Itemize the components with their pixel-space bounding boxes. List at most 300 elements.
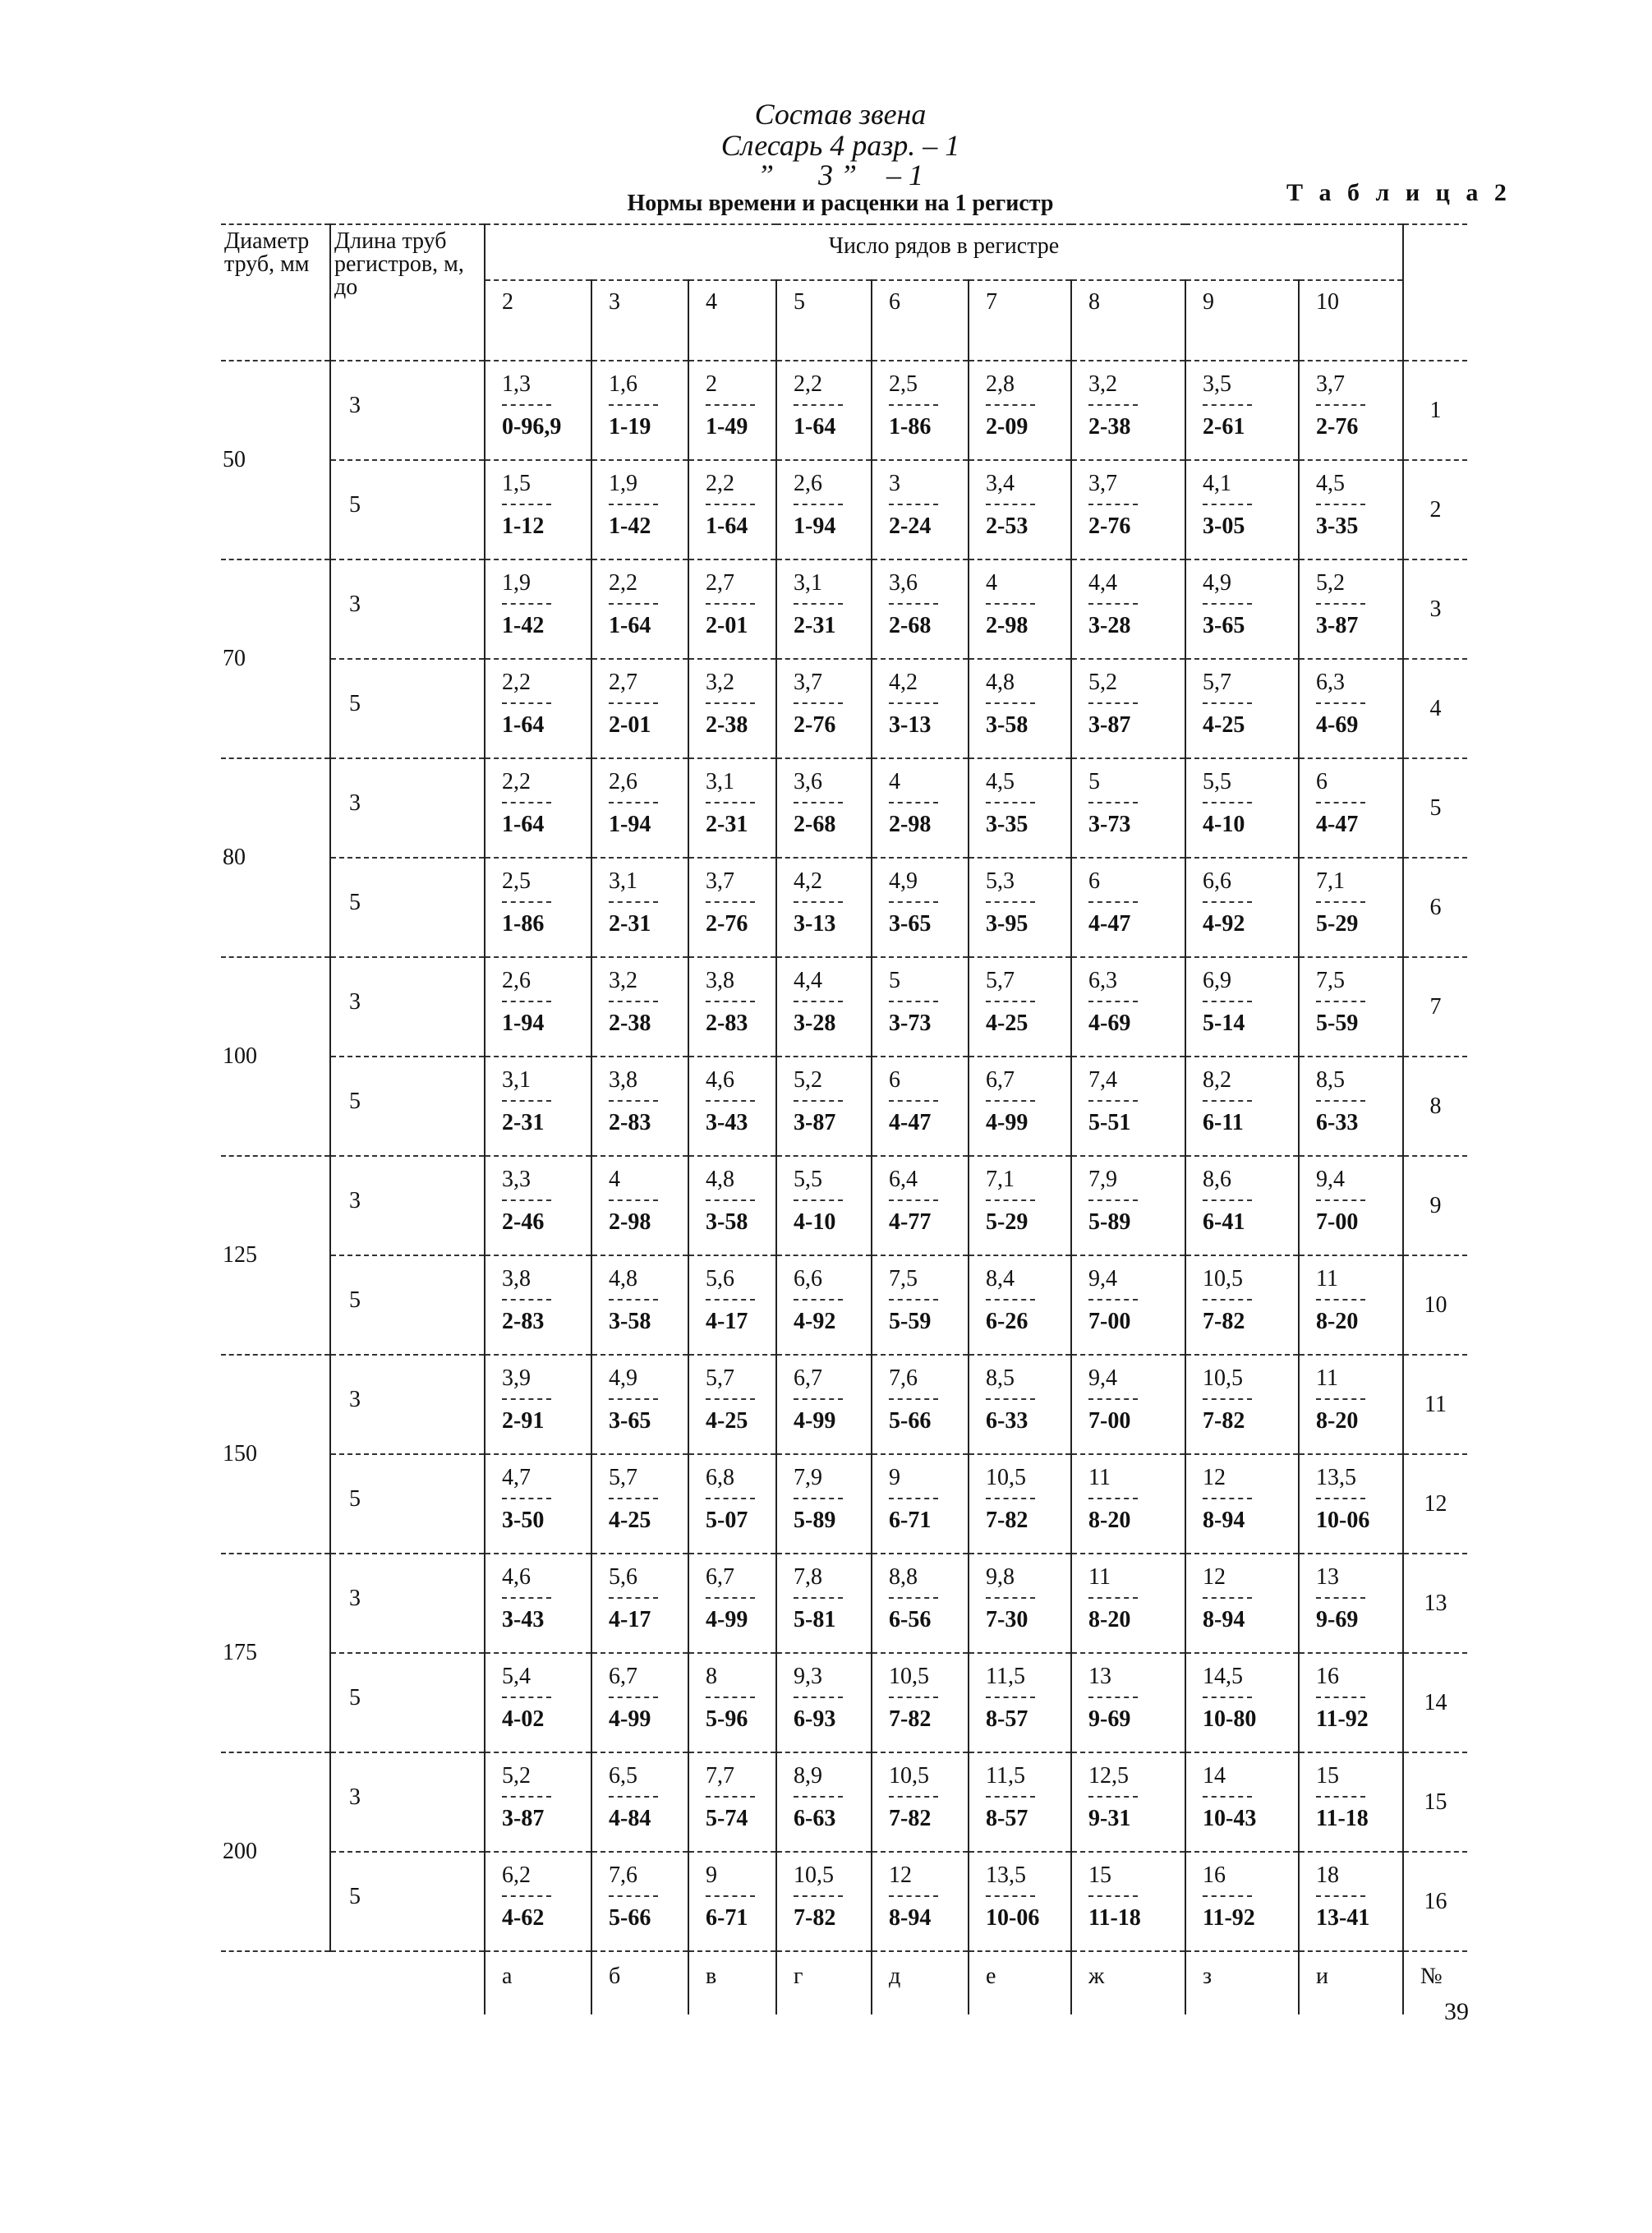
time-norm: 5,6 (609, 1564, 637, 1590)
fraction-bar (1316, 1199, 1365, 1201)
price-rate: 2-98 (609, 1209, 651, 1235)
fraction-bar (889, 404, 938, 406)
row-number: 8 (1403, 1057, 1467, 1156)
price-rate: 6-33 (1316, 1110, 1359, 1135)
norm-price-cell (688, 659, 776, 758)
norm-price-cell (688, 1355, 776, 1454)
fraction-bar (502, 1199, 551, 1201)
time-norm: 4,6 (706, 1067, 734, 1093)
fraction-bar (1088, 404, 1138, 406)
price-rate: 6-41 (1203, 1209, 1245, 1235)
length-cell: 5 (330, 1255, 485, 1355)
time-norm: 5,2 (1088, 670, 1117, 695)
fraction-bar (609, 1498, 658, 1499)
diameter-header: Диаметр труб, мм (221, 224, 330, 361)
norm-price-cell (485, 1355, 591, 1454)
time-norm: 14 (1203, 1763, 1226, 1789)
time-norm: 4,6 (502, 1564, 531, 1590)
price-rate: 2-76 (794, 712, 836, 738)
price-rate: 1-64 (706, 513, 748, 539)
norm-price-cell (1185, 1653, 1299, 1752)
fraction-bar (986, 1398, 1035, 1400)
fraction-bar (889, 1697, 938, 1698)
price-rate: 11-92 (1316, 1706, 1369, 1732)
norm-price-cell (1071, 957, 1185, 1057)
table-label: Т а б л и ц а 2 (1286, 179, 1512, 206)
norm-price-cell (1299, 1653, 1403, 1752)
norm-price-cell (776, 1554, 872, 1653)
norm-price-cell (591, 758, 688, 858)
norm-price-cell (872, 858, 969, 957)
time-norm: 12 (1203, 1564, 1226, 1590)
time-norm: 3,8 (609, 1067, 637, 1093)
time-norm: 9,4 (1088, 1266, 1117, 1291)
price-rate: 3-73 (889, 1011, 932, 1036)
diameter-cell: 175 (221, 1554, 330, 1752)
fraction-bar (889, 1001, 938, 1002)
time-norm: 2,2 (502, 670, 531, 695)
price-rate: 3-50 (502, 1508, 545, 1533)
norm-price-cell (1299, 1554, 1403, 1653)
norm-price-cell (872, 659, 969, 758)
fraction-bar (502, 1100, 551, 1102)
time-norm: 4,2 (794, 868, 822, 894)
fraction-bar (609, 1199, 658, 1201)
fraction-bar (889, 1199, 938, 1201)
price-rate: 4-10 (1203, 812, 1245, 837)
norm-price-cell (1299, 957, 1403, 1057)
fraction-bar (986, 1001, 1035, 1002)
price-rate: 4-92 (1203, 911, 1245, 937)
column-letter: д (872, 1951, 969, 2014)
fraction-bar (1203, 1895, 1252, 1897)
row-number: 12 (1403, 1454, 1467, 1554)
time-norm: 4,2 (889, 670, 918, 695)
norm-price-cell (969, 1454, 1071, 1554)
price-rate: 5-89 (1088, 1209, 1131, 1235)
price-rate: 10-06 (1316, 1508, 1370, 1533)
row-number: 4 (1403, 659, 1467, 758)
row-number: 11 (1403, 1355, 1467, 1454)
price-rate: 3-43 (502, 1607, 545, 1632)
fraction-bar (609, 1697, 658, 1698)
time-norm: 2,5 (889, 371, 918, 397)
fraction-bar (986, 802, 1035, 803)
fraction-bar (1316, 1299, 1365, 1301)
norm-price-cell (872, 361, 969, 460)
column-letter: и (1299, 1951, 1403, 2014)
time-norm: 3,7 (794, 670, 822, 695)
fraction-bar (986, 603, 1035, 605)
norm-price-cell (776, 659, 872, 758)
length-cell: 5 (330, 1454, 485, 1554)
time-norm: 3,3 (502, 1167, 531, 1192)
norm-price-cell (969, 659, 1071, 758)
length-cell: 3 (330, 758, 485, 858)
price-rate: 9-69 (1316, 1607, 1359, 1632)
page-number: 39 (1444, 1998, 1469, 2025)
norm-price-cell (776, 559, 872, 659)
fraction-bar (502, 1299, 551, 1301)
norm-price-cell (485, 659, 591, 758)
time-norm: 6,2 (502, 1862, 531, 1888)
price-rate: 9-31 (1088, 1806, 1131, 1831)
norm-price-cell (776, 1454, 872, 1554)
fraction-bar (1088, 802, 1138, 803)
norm-price-cell (969, 957, 1071, 1057)
price-rate: 1-94 (609, 812, 651, 837)
norm-price-cell (776, 1255, 872, 1355)
price-rate: 4-99 (986, 1110, 1028, 1135)
time-norm: 6 (1088, 868, 1100, 894)
price-rate: 6-93 (794, 1706, 836, 1732)
time-norm: 16 (1316, 1664, 1339, 1689)
norm-price-cell (1185, 1156, 1299, 1255)
time-norm: 6,3 (1316, 670, 1345, 695)
norm-price-cell (1071, 1355, 1185, 1454)
time-norm: 14,5 (1203, 1664, 1243, 1689)
time-norm: 10,5 (794, 1862, 834, 1888)
time-norm: 2,7 (706, 570, 734, 596)
fraction-bar (502, 1895, 551, 1897)
norm-price-cell (872, 1057, 969, 1156)
fraction-bar (1088, 1697, 1138, 1698)
price-rate: 8-20 (1088, 1607, 1131, 1632)
fraction-bar (609, 1398, 658, 1400)
time-norm: 6,8 (706, 1465, 734, 1490)
price-rate: 4-69 (1088, 1011, 1131, 1036)
time-norm: 6,7 (609, 1664, 637, 1689)
table-row (221, 858, 1467, 957)
time-norm: 4,1 (1203, 471, 1231, 496)
time-norm: 10,5 (889, 1763, 929, 1789)
rows-group-header: Число рядов в регистре (485, 224, 1403, 280)
fraction-bar (794, 702, 843, 704)
norm-price-cell (1299, 1355, 1403, 1454)
norm-price-cell (1071, 1752, 1185, 1852)
fraction-bar (1203, 404, 1252, 406)
fraction-bar (706, 1895, 755, 1897)
norm-price-cell (485, 1554, 591, 1653)
fraction-bar (1316, 802, 1365, 803)
time-norm: 8,2 (1203, 1067, 1231, 1093)
diameter-cell: 70 (221, 559, 330, 758)
price-rate: 2-31 (794, 613, 836, 638)
norm-price-cell (1071, 1255, 1185, 1355)
time-norm: 3,1 (794, 570, 822, 596)
price-rate: 4-25 (1203, 712, 1245, 738)
price-rate: 3-28 (1088, 613, 1131, 638)
norm-price-cell (485, 1852, 591, 1951)
table-row (221, 957, 1467, 1057)
table-row (221, 559, 1467, 659)
fraction-bar (794, 1597, 843, 1599)
price-rate: 1-42 (502, 613, 545, 638)
norms-table (221, 223, 1467, 2014)
time-norm: 6,5 (609, 1763, 637, 1789)
time-norm: 6,4 (889, 1167, 918, 1192)
time-norm: 15 (1088, 1862, 1111, 1888)
norm-price-cell (591, 858, 688, 957)
row-count-header: 10 (1299, 280, 1403, 361)
time-norm: 9 (889, 1465, 900, 1490)
norm-price-cell (1299, 1852, 1403, 1951)
norm-price-cell (1071, 460, 1185, 559)
norm-price-cell (1185, 361, 1299, 460)
time-norm: 18 (1316, 1862, 1339, 1888)
diameter-cell: 80 (221, 758, 330, 957)
price-rate: 3-43 (706, 1110, 748, 1135)
fraction-bar (706, 603, 755, 605)
norm-price-cell (485, 361, 591, 460)
number-header-blank (1403, 224, 1467, 361)
norm-price-cell (688, 1752, 776, 1852)
norm-price-cell (1185, 659, 1299, 758)
time-norm: 11,5 (986, 1763, 1025, 1789)
fraction-bar (986, 504, 1035, 505)
norm-price-cell (872, 559, 969, 659)
time-norm: 12 (1203, 1465, 1226, 1490)
fraction-bar (889, 504, 938, 505)
norm-price-cell (872, 1355, 969, 1454)
fraction-bar (502, 802, 551, 803)
row-number: 16 (1403, 1852, 1467, 1951)
norm-price-cell (776, 1752, 872, 1852)
time-norm: 5,2 (794, 1067, 822, 1093)
fraction-bar (706, 1001, 755, 1002)
diameter-cell: 200 (221, 1752, 330, 1951)
price-rate: 13-41 (1316, 1905, 1370, 1931)
fraction-bar (1088, 1299, 1138, 1301)
fraction-bar (1088, 1100, 1138, 1102)
fraction-bar (1088, 603, 1138, 605)
norm-price-cell (591, 1255, 688, 1355)
price-rate: 5-14 (1203, 1011, 1245, 1036)
fraction-bar (1088, 1796, 1138, 1798)
fraction-bar (502, 702, 551, 704)
fraction-bar (794, 603, 843, 605)
norm-price-cell (1071, 1554, 1185, 1653)
row-number: 6 (1403, 858, 1467, 957)
time-norm: 2,2 (706, 471, 734, 496)
norm-price-cell (591, 1554, 688, 1653)
norm-price-cell (1185, 957, 1299, 1057)
time-norm: 10,5 (1203, 1365, 1243, 1391)
norm-price-cell (969, 1255, 1071, 1355)
fraction-bar (1316, 702, 1365, 704)
row-number: 10 (1403, 1255, 1467, 1355)
norm-price-cell (872, 1752, 969, 1852)
fraction-bar (706, 1398, 755, 1400)
fraction-bar (1316, 504, 1365, 505)
row-count-header: 2 (485, 280, 591, 361)
norm-price-cell (688, 460, 776, 559)
time-norm: 4,9 (609, 1365, 637, 1391)
norm-price-cell (485, 460, 591, 559)
fraction-bar (706, 702, 755, 704)
norm-price-cell (1299, 361, 1403, 460)
price-rate: 4-69 (1316, 712, 1359, 738)
price-rate: 2-98 (889, 812, 932, 837)
norm-price-cell (872, 1156, 969, 1255)
fraction-bar (794, 1498, 843, 1499)
fraction-bar (1316, 1796, 1365, 1798)
norm-price-cell (1071, 361, 1185, 460)
fraction-bar (609, 603, 658, 605)
price-rate: 3-65 (1203, 613, 1245, 638)
price-rate: 1-49 (706, 414, 748, 440)
fraction-bar (1203, 1697, 1252, 1698)
norm-price-cell (872, 758, 969, 858)
fraction-bar (986, 1199, 1035, 1201)
fraction-bar (609, 1001, 658, 1002)
price-rate: 7-82 (1203, 1309, 1245, 1334)
price-rate: 6-63 (794, 1806, 836, 1831)
time-norm: 2,7 (609, 670, 637, 695)
row-number: 9 (1403, 1156, 1467, 1255)
fraction-bar (1316, 1498, 1365, 1499)
norm-price-cell (485, 957, 591, 1057)
price-rate: 1-86 (502, 911, 545, 937)
price-rate: 2-01 (706, 613, 748, 638)
norm-price-cell (1071, 559, 1185, 659)
norm-price-cell (485, 1255, 591, 1355)
time-norm: 6,9 (1203, 968, 1231, 993)
price-rate: 2-68 (794, 812, 836, 837)
price-rate: 6-33 (986, 1408, 1028, 1434)
price-rate: 3-87 (1316, 613, 1359, 638)
norm-price-cell (776, 1852, 872, 1951)
table-row (221, 1653, 1467, 1752)
time-norm: 8 (706, 1664, 717, 1689)
price-rate: 7-82 (889, 1706, 932, 1732)
fraction-bar (1088, 1199, 1138, 1201)
fraction-bar (609, 1895, 658, 1897)
fraction-bar (986, 702, 1035, 704)
price-rate: 4-47 (1088, 911, 1131, 937)
fraction-bar (1088, 1498, 1138, 1499)
norm-price-cell (591, 957, 688, 1057)
fraction-bar (1316, 1100, 1365, 1102)
price-rate: 5-59 (1316, 1011, 1359, 1036)
fraction-bar (889, 901, 938, 903)
norm-price-cell (688, 1255, 776, 1355)
time-norm: 3,2 (609, 968, 637, 993)
price-rate: 3-87 (502, 1806, 545, 1831)
price-rate: 2-38 (706, 712, 748, 738)
table-subtitle: Нормы времени и расценки на 1 регистр (627, 191, 1054, 216)
price-rate: 5-89 (794, 1508, 836, 1533)
fraction-bar (1203, 1199, 1252, 1201)
table-row (221, 361, 1467, 460)
time-norm: 8,5 (986, 1365, 1015, 1391)
time-norm: 2,5 (502, 868, 531, 894)
price-rate: 6-71 (706, 1905, 748, 1931)
price-rate: 4-25 (706, 1408, 748, 1434)
fraction-bar (502, 1398, 551, 1400)
time-norm: 1,9 (502, 570, 531, 596)
fraction-bar (1203, 603, 1252, 605)
time-norm: 3,1 (609, 868, 637, 894)
price-rate: 3-13 (889, 712, 932, 738)
fraction-bar (794, 504, 843, 505)
fraction-bar (706, 901, 755, 903)
time-norm: 8,4 (986, 1266, 1015, 1291)
norm-price-cell (591, 659, 688, 758)
time-norm: 9 (706, 1862, 717, 1888)
time-norm: 9,3 (794, 1664, 822, 1689)
fraction-bar (1316, 1895, 1365, 1897)
table-row (221, 1454, 1467, 1554)
norm-price-cell (688, 858, 776, 957)
fraction-bar (986, 1597, 1035, 1599)
time-norm: 10,5 (1203, 1266, 1243, 1291)
table-row (221, 758, 1467, 858)
time-norm: 1,6 (609, 371, 637, 397)
price-rate: 3-35 (986, 812, 1028, 837)
time-norm: 4,9 (1203, 570, 1231, 596)
time-norm: 3,2 (1088, 371, 1117, 397)
fraction-bar (502, 1597, 551, 1599)
time-norm: 4,4 (1088, 570, 1117, 596)
norm-price-cell (872, 1852, 969, 1951)
norm-price-cell (485, 1057, 591, 1156)
time-norm: 5,5 (1203, 769, 1231, 794)
time-norm: 7,1 (1316, 868, 1345, 894)
norm-price-cell (1299, 559, 1403, 659)
price-rate: 3-58 (706, 1209, 748, 1235)
norm-price-cell (969, 1852, 1071, 1951)
fraction-bar (986, 1697, 1035, 1698)
price-rate: 1-64 (502, 712, 545, 738)
time-norm: 6,7 (794, 1365, 822, 1391)
fraction-bar (986, 1796, 1035, 1798)
time-norm: 7,4 (1088, 1067, 1117, 1093)
crew-title: Состав звена (754, 98, 927, 131)
length-cell: 3 (330, 957, 485, 1057)
norm-price-cell (1299, 1454, 1403, 1554)
table-row (221, 1852, 1467, 1951)
time-norm: 11 (1316, 1365, 1338, 1391)
time-norm: 3,1 (706, 769, 734, 794)
norm-price-cell (688, 1057, 776, 1156)
time-norm: 12 (889, 1862, 912, 1888)
price-rate: 5-59 (889, 1309, 932, 1334)
row-count-header: 9 (1185, 280, 1299, 361)
fraction-bar (1203, 802, 1252, 803)
time-norm: 3,7 (1088, 471, 1117, 496)
price-rate: 7-82 (986, 1508, 1028, 1533)
time-norm: 4,8 (986, 670, 1015, 695)
row-count-header: 8 (1071, 280, 1185, 361)
price-rate: 4-17 (706, 1309, 748, 1334)
time-norm: 7,9 (1088, 1167, 1117, 1192)
norm-price-cell (1185, 858, 1299, 957)
price-rate: 4-84 (609, 1806, 651, 1831)
fraction-bar (889, 1498, 938, 1499)
norm-price-cell (688, 559, 776, 659)
price-rate: 8-20 (1088, 1508, 1131, 1533)
time-norm: 5,7 (706, 1365, 734, 1391)
length-cell: 5 (330, 659, 485, 758)
price-rate: 2-76 (1088, 513, 1131, 539)
price-rate: 7-82 (1203, 1408, 1245, 1434)
norm-price-cell (776, 957, 872, 1057)
time-norm: 2,2 (609, 570, 637, 596)
norm-price-cell (591, 1454, 688, 1554)
fraction-bar (706, 1498, 755, 1499)
time-norm: 7,1 (986, 1167, 1015, 1192)
